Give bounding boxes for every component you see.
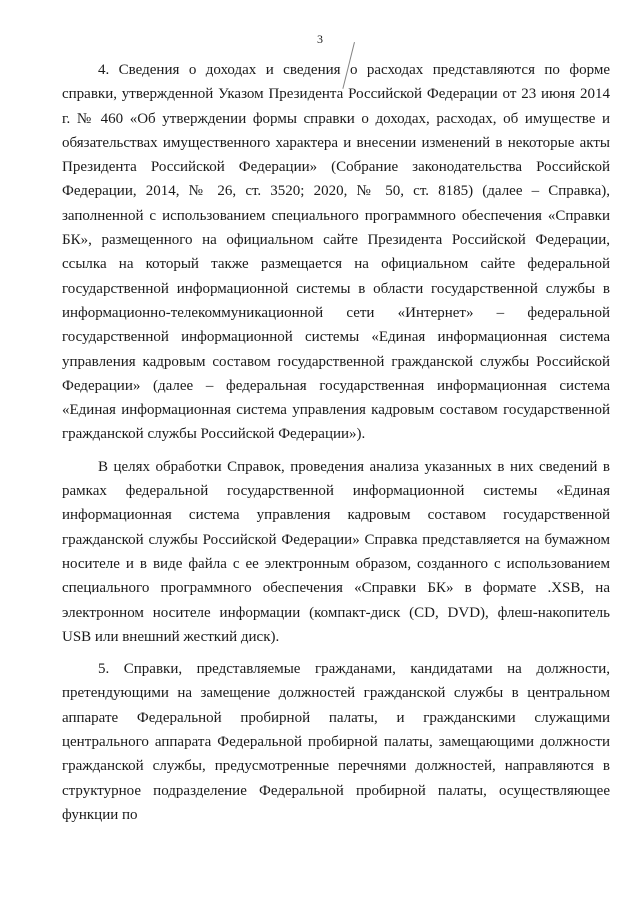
paragraph-spravki-processing: В целях обработки Справок, проведения анализа указанных в них сведений в рамках федеральной государственной информационной системы «Единая информационная система управления кадровым составом государственной гражданской службы Российской Федерации» Справка представляется на бумажном носителе и в виде файла с ее электронным образом, созданного с использованием специального программного обеспечения «Справки БК» в формате .XSB, на электронном носителе информации (компакт-диск (CD, DVD), флеш-накопитель USB или внешний жесткий диск). — [62, 458, 610, 645]
document-body — [62, 58, 610, 827]
paragraph-item-5: 5. Справки, представляемые гражданами, кандидатами на должности, претендующими на замещение должностей гражданской службы в центральном аппарате Федеральной пробирной палаты, и гражданскими служащими центрального аппарата Федеральной пробирной палаты, замещающими должности гражданской службы, предусмотренные перечнями должностей, направляются в структурное подразделение Федеральной пробирной палаты, осуществляющее функции по — [62, 661, 610, 823]
page-number: 3 — [317, 32, 323, 46]
paragraph-item-4: 4. Сведения о доходах и сведения о расходах представляются по форме справки, утвержденной Указом Президента Российской Федерации от 23 июня 2014 г. № 460 «Об утверждении формы справки о доходах, расходах, об имуществе и обязательствах имущественного характера и внесении изменений в некоторые акты Президента Российской Федерации» (Собрание законодательства Российской Федерации, 2014, № 26, ст. 3520; 2020, № 50, ст. 8185) (далее – Справка), заполненной с использованием специального программного обеспечения «Справки БК», размещенного на официальном сайте Президента Российской Федерации, ссылка на который также размещается на официальном сайте федеральной государственной информационной системы в области государственной службы в информационно-телекоммуникационной сети «Интернет» – федеральной государственной информационной системы «Единая информационная система управления кадровым составом государственной гражданской службы Российской Федерации» (далее – федеральная государственная информационная система «Единая информационная система управления кадровым составом государственной гражданской службы Российской Федерации»). — [62, 62, 610, 443]
